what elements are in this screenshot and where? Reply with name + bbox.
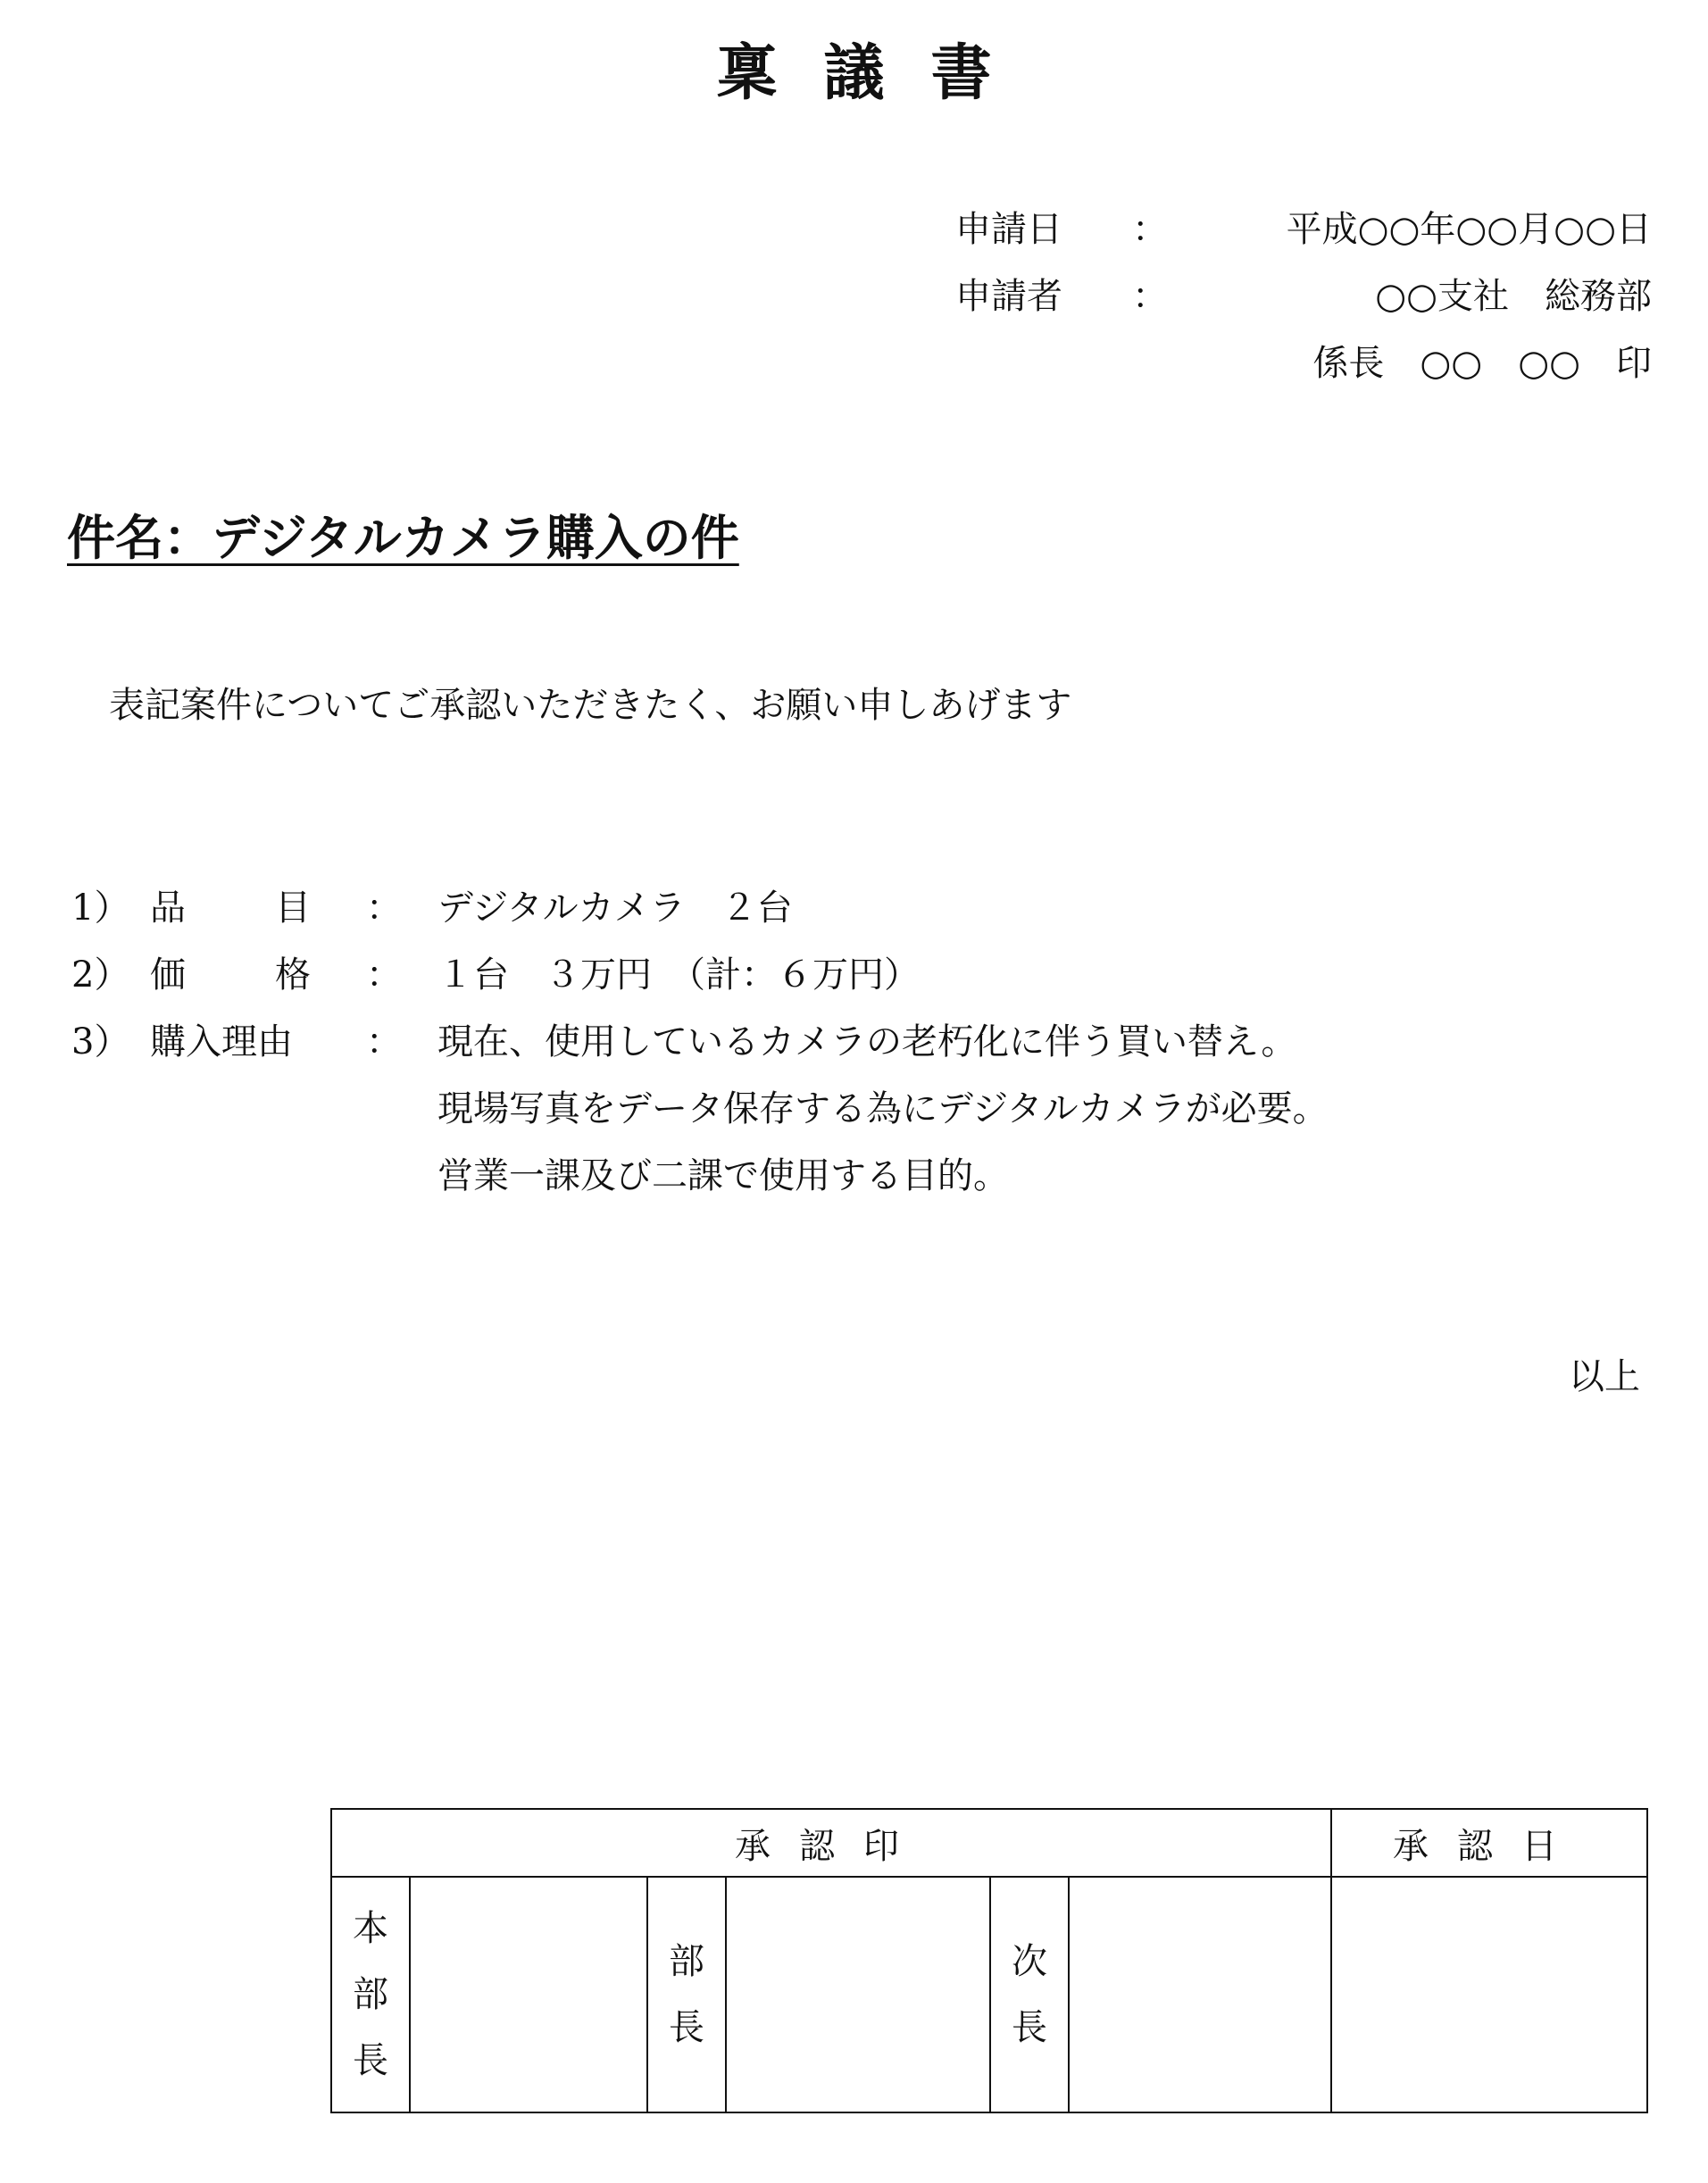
role-char: 長 [1012,2007,1047,2048]
role-label-deputy [990,1877,1069,2112]
document-title: 稟議書 [716,37,1038,109]
role-char: 長 [353,2040,388,2081]
applicant-row [955,268,1652,335]
role-label [353,1896,388,2094]
role-label [1012,1929,1047,2061]
approval-body-row [331,1877,1647,2112]
applicant-block [955,201,1652,402]
subject-heading: 件名：デジタルカメラ購入の件 [67,509,739,566]
application-date-colon: ： [1132,209,1168,250]
item-number: 2） [71,954,130,996]
application-date-label: 申請日 [955,209,1062,250]
role-char: 部 [669,1941,704,1982]
role-char: 部 [353,1974,388,2015]
applicant-person: 係長 ○○ ○○ 印 [1312,343,1652,384]
approval-date-box[interactable] [1331,1877,1647,2112]
approval-header-row [331,1809,1647,1877]
item-row-reason-cont [71,1147,1589,1214]
role-char: 次 [1012,1941,1047,1982]
intro-text: 表記案件についてご承認いただきたく、お願い申しあげます [109,685,1072,726]
closing-text: 以上 [1569,1356,1640,1397]
item-number: 3） [71,1021,130,1062]
stamp-header: 承認印 [735,1825,929,1867]
application-date-row [955,201,1652,268]
item-key: 購入理由 [150,1021,293,1062]
stamp-box-manager[interactable] [726,1877,990,2112]
item-key-char: 品 [150,887,186,929]
date-header-cell [1331,1809,1647,1877]
role-label-general-manager [331,1877,410,2112]
item-key [150,946,311,997]
item-number: 1） [71,887,130,929]
item-row-reason [71,1013,1589,1080]
item-value: １台 ３万円 （計：６万円） [437,954,920,996]
item-value: 現場写真をデータ保存する為にデジタルカメラが必要。 [437,1088,1329,1129]
item-key-char: 価 [150,954,186,996]
role-char: 長 [669,2007,704,2048]
item-list [71,879,1589,1214]
item-value: 営業一課及び二課で使用する目的。 [437,1155,1009,1196]
item-row-product [71,879,1589,946]
item-colon: ： [366,1021,402,1062]
applicant-label: 申請者 [955,276,1062,317]
item-value: デジタルカメラ ２台 [437,887,793,929]
stamp-box-general-manager[interactable] [410,1877,647,2112]
role-label-manager [647,1877,726,2112]
item-row-reason-cont [71,1080,1589,1147]
approval-table [330,1808,1648,2113]
applicant-colon: ： [1132,276,1168,317]
item-row-price [71,946,1589,1013]
applicant-department: ○○支社 総務部 [1375,276,1652,317]
item-value: 現在、使用しているカメラの老朽化に伴う買い替え。 [437,1021,1297,1062]
item-key [150,879,311,930]
stamp-header-cell [331,1809,1331,1877]
role-char: 本 [353,1908,388,1949]
item-key-char: 目 [275,887,311,929]
role-label [669,1929,704,2061]
item-key-char: 格 [275,954,311,996]
item-colon: ： [366,954,402,996]
stamp-box-deputy[interactable] [1069,1877,1331,2112]
applicant-person-row [955,335,1652,402]
application-date-value: 平成○○年○○月○○日 [1286,209,1652,250]
date-header: 承認日 [1393,1825,1587,1867]
item-colon: ： [366,887,402,929]
